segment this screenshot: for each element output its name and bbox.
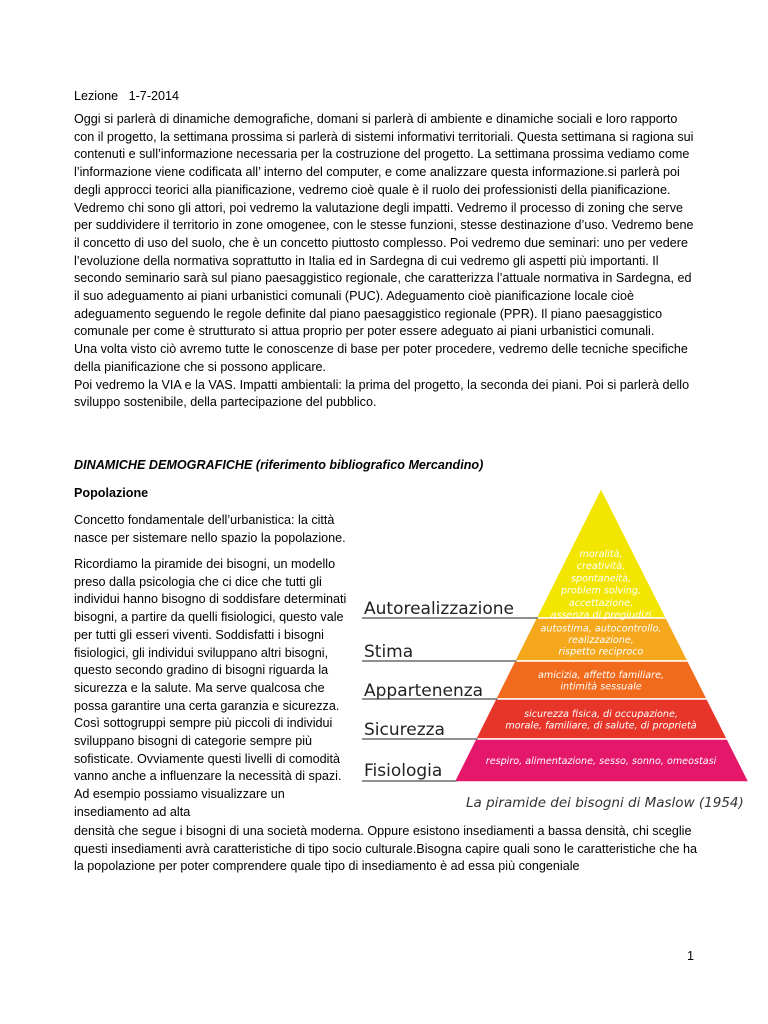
pyramid-level-desc-5-1: respiro, alimentazione, sesso, sonno, omeostasi [485,756,717,767]
pyramid-level-desc-4-2: morale, familiare, di salute, di proprietà [505,720,697,732]
pyramid-caption: La piramide dei bisogni di Maslow (1954) [466,795,744,811]
pyramid-level-desc-2-3: rispetto reciproco [558,646,644,658]
pyramid-level-desc-4-1: sicurezza fisica, di occupazione, [524,708,678,720]
lesson-header: Lezione 1-7-2014 [74,89,180,103]
maslow-paragraph: Ricordiamo la piramide dei bisogni, un modello preso dalla psicologia che ci dice che tutti gli individui hanno bisogno di soddisfare determinati bisogni, a partire da quelli fisiologici, questo vale per tutti gli esseri viventi. Soddisfatti i bisogni fisiologici, gli individui sviluppano altri bisogni, questo secondo gradino di bisogni riguarda la sicurezza e la salute. Ma serve qualcosa che possa garantire una certa garanzia e sicurezza. Così sottogruppi sempre più piccoli di individui sviluppano bisogni di categorie sempre più sofisticate. Ovviamente questi livelli di comodità vanno anche a influenzare la necessità di spazi. Ad esempio possiamo visualizzare un insediamento ad alta [74,557,347,819]
pyramid-level-name-5: Fisiologia [364,761,443,781]
pyramid-level-desc-1-4: problem solving, [560,585,642,597]
pyramid-level-desc-3-2: intimità sessuale [560,681,642,693]
intro-paragraph-2: Una volta visto ciò avremo tutte le conoscenze di base per poter procedere, vedremo delle tecniche specifiche della pianificazione che si possono applicare. [74,342,688,374]
pyramid-level-desc-2-1: autostima, autocontrollo, [540,623,662,635]
pyramid-level-desc-1-2: creatività, [576,561,626,573]
concept-paragraph: Concetto fondamentale dell’urbanistica: la città nasce per sistemare nello spazio la popolazione. [74,513,346,545]
pyramid-level-desc-2-2: realizzazione, [568,635,634,646]
popolazione-text [74,512,358,556]
pyramid-level-desc-1-3: spontaneità, [570,573,632,585]
pyramid-level-desc-1-5: accettazione, [568,597,634,609]
pyramid-level-name-2: Stima [364,642,414,662]
pyramid-level-desc-1-1: moralità, [579,549,623,560]
section-title: DINAMICHE DEMOGRAFICHE (riferimento bibliografico Mercandino) [74,458,484,472]
page-number: 1 [687,949,695,963]
pyramid-level-name-3: Appartenenza [364,681,484,701]
pyramid-level-name-1: Autorealizzazione [364,599,514,619]
subsection-title: Popolazione [74,486,149,500]
intro-paragraph: Oggi si parlerà di dinamiche demografiche, domani si parlerà di ambiente e dinamiche sociali e loro rapporto con il progetto, la settimana prossima si parlerà di sistemi informativi territoriali. Questa settimana si ragiona sui contenuti e sull’informazione necessaria per la costruzione del progetto. La settimana prossima vediamo come l’informazione viene codificata all’ interno del computer, e come analizzare questa informazione.si parlerà poi degli approcci teorici alla pianificazione, vedremo cioè quale è il ruolo dei professionisti della pianificazione. Vedremo chi sono gli attori, poi vedremo la valutazione degli impatti. Vedremo il processo di zoning che serve per suddividere il territorio in zone omogenee, con le stesse funzioni, stesse destinazione d’uso. Vedremo bene il concetto di uso del suolo, che è un concetto piuttosto complesso. Poi vedremo due seminari: uno per vedere l’evoluzione della normativa soprattutto in Italia ed in Sardegna di cui vedremo gli aspetti più importanti. Il secondo seminario sarà sul piano paesaggistico regionale, che caratterizza l’attuale normativa in Sardegna, ed il suo adeguamento ai piani urbanistici comunali (PUC). Adeguamento cioè pianificazione locale cioè adeguamento seguendo le regole definite dal piano paesaggistico regionale (PPR). Il piano paesaggistico comunale per come è strutturato si attua proprio per poter essere adeguato ai piani urbanistici comunali. [74,112,694,339]
continuation-paragraph: densità che segue i bisogni di una società moderna. Oppure esistono insediamenti a bassa densità, chi sceglie questi insediamenti avrà caratteristiche di tipo socio culturale.Bisogna capire quali sono le caratteristiche che ha la popolazione per poter comprendere quale tipo di insediamento è ad essa più congeniale [74,824,698,874]
intro-paragraph-3: Poi vedremo la VIA e la VAS. Impatti ambientali: la prima del progetto, la seconda dei piani. Poi si parlerà dello sviluppo sostenibile, della partecipazione del pubblico. [74,377,690,410]
pyramid-level-desc-3-1: amicizia, affetto familiare, [537,669,665,681]
intro-text [74,111,698,412]
pyramid-level-name-4: Sicurezza [364,720,445,740]
maslow-pyramid-figure [362,484,754,816]
pyramid-level-desc-1-6: assenza di pregiudizi [550,610,652,621]
